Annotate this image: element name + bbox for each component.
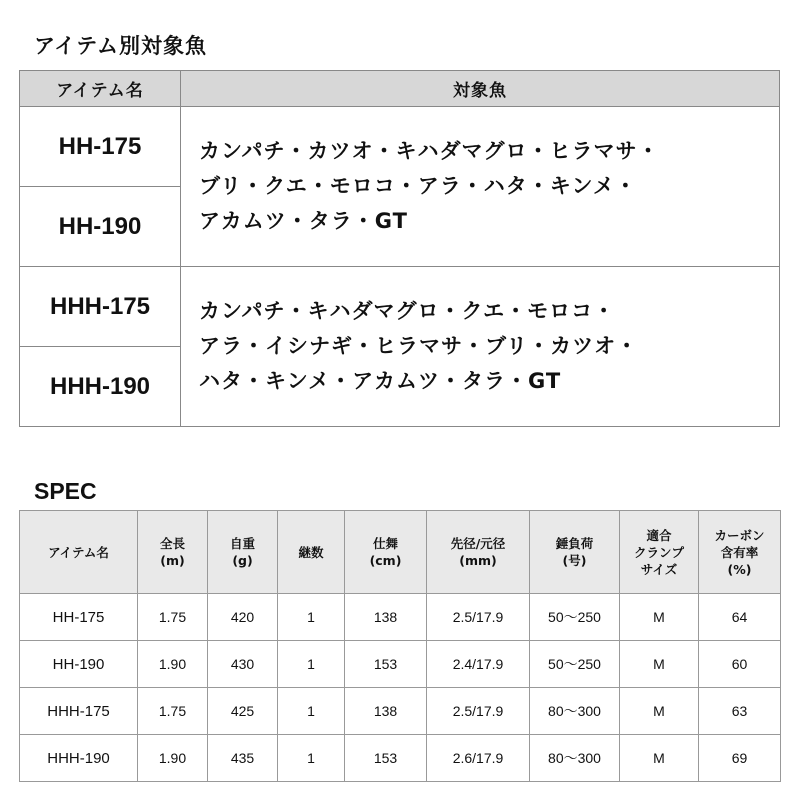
col-sections: [278, 511, 345, 594]
col-item-name: [20, 511, 138, 594]
model-cell: HH-190: [20, 641, 138, 688]
weight-cell: 435: [208, 735, 278, 782]
header-line: 適合: [646, 527, 672, 543]
table-row: [20, 107, 780, 187]
weight-cell: 420: [208, 594, 278, 641]
header-line: 仕舞: [372, 536, 398, 551]
item-name-cell: HH-190: [20, 187, 181, 267]
header-line: 錘負荷: [555, 536, 594, 551]
diameter-cell: 2.5/17.9: [427, 688, 530, 735]
header-line: (m): [160, 553, 185, 568]
header-line: アイテム名: [48, 544, 109, 560]
target-fish-line: カンパチ・キハダマグロ・クエ・モロコ・: [199, 299, 616, 323]
total-length-cell: 1.90: [138, 735, 208, 782]
header-line: サイズ: [640, 561, 678, 577]
table-row: [20, 688, 781, 735]
spec-table: [19, 510, 781, 782]
table-row: [20, 267, 780, 347]
col-closed-length: [345, 511, 427, 594]
header-line: 先径/元径: [450, 536, 506, 551]
sinker-load-cell: 50～250: [530, 594, 620, 641]
col-total-length: [138, 511, 208, 594]
spec-title: SPEC: [34, 478, 97, 504]
closed-length-cell: 153: [345, 735, 427, 782]
clamp-size-cell: M: [620, 735, 699, 782]
weight-cell: 430: [208, 641, 278, 688]
target-fish-line: アラ・イシナギ・ヒラマサ・ブリ・カツオ・: [199, 334, 639, 358]
carbon-content-cell: 64: [699, 594, 781, 641]
model-cell: HHH-175: [20, 688, 138, 735]
header-line: (mm): [459, 553, 497, 568]
item-name-cell: HH-175: [20, 107, 181, 187]
col-carbon-content: [699, 511, 781, 594]
sinker-load-cell: 80～300: [530, 735, 620, 782]
col-clamp-size: [620, 511, 699, 594]
clamp-size-cell: M: [620, 641, 699, 688]
table-row: [20, 594, 781, 641]
sections-cell: 1: [278, 735, 345, 782]
header-line: (号): [562, 553, 587, 568]
total-length-cell: 1.90: [138, 641, 208, 688]
col-tip-butt-diameter: [427, 511, 530, 594]
total-length-cell: 1.75: [138, 688, 208, 735]
model-cell: HHH-190: [20, 735, 138, 782]
sections-cell: 1: [278, 594, 345, 641]
sections-cell: 1: [278, 688, 345, 735]
header-line: (%): [727, 561, 752, 577]
item-name-cell: HHH-175: [20, 267, 181, 347]
header-line: 含有率: [720, 544, 759, 560]
col-sinker-load: [530, 511, 620, 594]
sections-cell: 1: [278, 641, 345, 688]
target-fish-title: アイテム別対象魚: [34, 34, 208, 58]
item-name-cell: HHH-190: [20, 347, 181, 427]
target-fish-line: ハタ・キンメ・アカムツ・タラ・GT: [199, 369, 562, 393]
total-length-cell: 1.75: [138, 594, 208, 641]
target-fish-line: アカムツ・タラ・GT: [199, 209, 408, 233]
closed-length-cell: 153: [345, 641, 427, 688]
header-line: 自重: [229, 536, 255, 551]
target-fish-cell: [181, 107, 780, 267]
clamp-size-cell: M: [620, 688, 699, 735]
header-line: 継数: [298, 544, 324, 560]
target-fish-header-row: [20, 71, 780, 107]
model-cell: HH-175: [20, 594, 138, 641]
target-fish-cell: [181, 267, 780, 427]
col-item-name: アイテム名: [20, 71, 181, 107]
header-line: カーボン: [714, 527, 765, 543]
diameter-cell: 2.6/17.9: [427, 735, 530, 782]
closed-length-cell: 138: [345, 594, 427, 641]
carbon-content-cell: 63: [699, 688, 781, 735]
sinker-load-cell: 50～250: [530, 641, 620, 688]
col-weight: [208, 511, 278, 594]
carbon-content-cell: 60: [699, 641, 781, 688]
target-fish-line: カンパチ・カツオ・キハダマグロ・ヒラマサ・: [199, 139, 660, 163]
spec-header-row: [20, 511, 781, 594]
target-fish-line: ブリ・クエ・モロコ・アラ・ハタ・キンメ・: [199, 174, 637, 198]
weight-cell: 425: [208, 688, 278, 735]
closed-length-cell: 138: [345, 688, 427, 735]
col-target-fish: 対象魚: [181, 71, 780, 107]
header-line: クランプ: [633, 544, 684, 560]
header-line: (cm): [369, 553, 402, 568]
header-line: 全長: [159, 536, 185, 551]
clamp-size-cell: M: [620, 594, 699, 641]
table-row: [20, 641, 781, 688]
target-fish-table: [19, 70, 780, 427]
diameter-cell: 2.5/17.9: [427, 594, 530, 641]
carbon-content-cell: 69: [699, 735, 781, 782]
table-row: [20, 735, 781, 782]
header-line: (g): [232, 553, 253, 568]
diameter-cell: 2.4/17.9: [427, 641, 530, 688]
sinker-load-cell: 80～300: [530, 688, 620, 735]
